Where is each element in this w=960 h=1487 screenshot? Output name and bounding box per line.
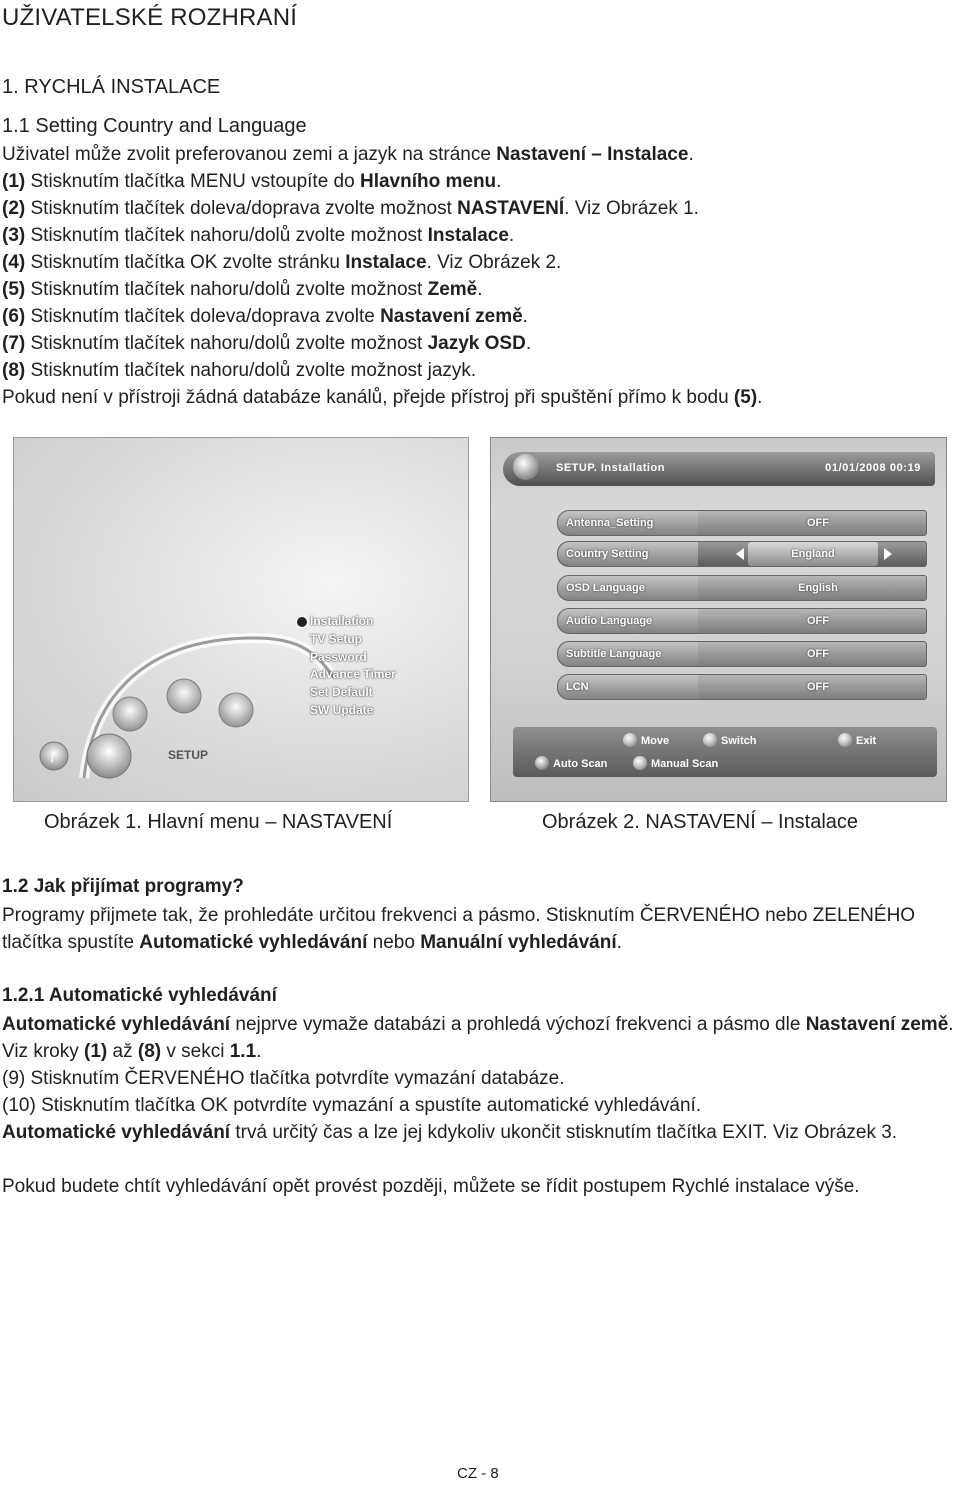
- row-value: OFF: [807, 615, 829, 627]
- figure-main-menu-setup: [13, 437, 469, 802]
- step-line: (5) Stisknutím tlačítek nahoru/dolů zvolte možnost Země.: [2, 279, 483, 300]
- paragraph-121b: (9) Stisknutím ČERVENÉHO tlačítka potvrdíte vymazání databáze.: [2, 1068, 565, 1089]
- row-label: Country Setting: [558, 542, 698, 566]
- row-label: Audio Language: [558, 609, 698, 633]
- menu-item-tv-setup[interactable]: TV Setup: [310, 631, 363, 646]
- red-button-icon: [535, 756, 549, 770]
- page-title: UŽIVATELSKÉ ROZHRANÍ: [2, 4, 298, 31]
- updown-icon: [623, 733, 637, 747]
- osd-footer: [513, 727, 937, 777]
- paragraph-12: Programy přijmete tak, že prohledáte určitou frekvenci a pásmo. Stisknutím ČERVENÉHO nebo ZELENÉHO tlačítka spustíte Automatické vyhledávání nebo Manuální vyhledávání.: [2, 905, 916, 954]
- figure-installation-screen: [490, 437, 947, 802]
- step-line: (8) Stisknutím tlačítek nahoru/dolů zvolte možnost jazyk.: [2, 360, 477, 381]
- paragraph-121c: (10) Stisknutím tlačítka OK potvrdíte vymazání a spustíte automatické vyhledávání.: [2, 1095, 702, 1116]
- footer-switch: Switch: [703, 733, 756, 747]
- row-value: OFF: [807, 681, 829, 693]
- row-value: OFF: [807, 648, 829, 660]
- subsection-heading: 1.1 Setting Country and Language: [2, 115, 307, 137]
- step-line: (3) Stisknutím tlačítek nahoru/dolů zvolte možnost Instalace.: [2, 225, 515, 246]
- subsection-heading-121: 1.2.1 Automatické vyhledávání: [2, 985, 277, 1006]
- menu-arc-graphic: [14, 438, 469, 802]
- osd-title: SETUP. Installation: [556, 462, 665, 474]
- footer-auto-scan[interactable]: Auto Scan: [535, 756, 607, 770]
- footer-move: Move: [623, 733, 669, 747]
- step-line: (6) Stisknutím tlačítek doleva/doprava zvolte Nastavení země.: [2, 306, 528, 327]
- menu-item-installation[interactable]: Installation: [310, 614, 374, 628]
- menu-item-password[interactable]: Password: [310, 649, 367, 664]
- row-label: OSD Language: [558, 576, 698, 600]
- step-line: (7) Stisknutím tlačítek nahoru/dolů zvolte možnost Jazyk OSD.: [2, 333, 532, 354]
- step-line: (4) Stisknutím tlačítka OK zvolte stránku Instalace. Viz Obrázek 2.: [2, 252, 562, 273]
- row-osd-language[interactable]: [557, 575, 927, 601]
- intro-line: Uživatel může zvolit preferovanou zemi a jazyk na stránce Nastavení – Instalace.: [2, 144, 694, 165]
- subsection-heading-12: 1.2 Jak přijímat programy?: [2, 876, 244, 897]
- footer-manual-scan[interactable]: Manual Scan: [633, 756, 718, 770]
- paragraph-121e: Pokud budete chtít vyhledávání opět provést později, můžete se řídit postupem Rychlé instalace výše.: [2, 1176, 860, 1197]
- setup-logo-icon: [513, 454, 539, 480]
- selected-bullet-icon: [296, 616, 308, 628]
- row-subtitle-language[interactable]: [557, 641, 927, 667]
- row-value: OFF: [807, 517, 829, 529]
- exit-icon: [838, 733, 852, 747]
- setup-label: SETUP: [168, 748, 209, 762]
- svg-text:i: i: [50, 749, 55, 766]
- footer-exit: Exit: [838, 733, 876, 747]
- menu-item-sw-update[interactable]: SW Update: [310, 702, 374, 717]
- figure2-caption: Obrázek 2. NASTAVENÍ – Instalace: [542, 811, 859, 833]
- row-value: England: [748, 542, 878, 566]
- arrow-left-icon[interactable]: [736, 548, 744, 560]
- osd-header: [503, 452, 935, 486]
- menu-item-advance-timer[interactable]: Advance Timer: [310, 667, 396, 682]
- step-line: (1) Stisknutím tlačítka MENU vstoupíte do Hlavního menu.: [2, 171, 502, 192]
- paragraph-121d: Automatické vyhledávání trvá určitý čas a lze jej kdykoliv ukončit stisknutím tlačítka EXIT. Viz Obrázek 3.: [2, 1122, 898, 1143]
- row-antenna-setting[interactable]: [557, 510, 927, 536]
- row-label: LCN: [558, 675, 698, 699]
- leftright-icon: [703, 733, 717, 747]
- setup-submenu: [310, 613, 396, 720]
- figure1-caption: Obrázek 1. Hlavní menu – NASTAVENÍ: [44, 811, 393, 833]
- row-label: Antenna_Setting: [558, 511, 698, 535]
- menu-item-set-default[interactable]: Set Default: [310, 685, 373, 700]
- section-heading: 1. RYCHLÁ INSTALACE: [2, 76, 221, 98]
- note-line: Pokud není v přístroji žádná databáze kanálů, přejde přístroj při spuštění přímo k bodu (5).: [2, 387, 763, 408]
- step-line: (2) Stisknutím tlačítek doleva/doprava zvolte možnost NASTAVENÍ. Viz Obrázek 1.: [2, 198, 699, 219]
- row-label: Subtitle Language: [558, 642, 698, 666]
- row-country-setting[interactable]: [557, 541, 927, 567]
- page-number: CZ - 8: [457, 1465, 499, 1482]
- green-button-icon: [633, 756, 647, 770]
- osd-datetime: 01/01/2008 00:19: [825, 462, 921, 474]
- row-lcn[interactable]: [557, 674, 927, 700]
- paragraph-121a: Automatické vyhledávání nejprve vymaže databázi a prohledá výchozí frekvenci a pásmo dle Nastavení země. Viz kroky (1) až (8) v sekci 1.1.: [2, 1014, 954, 1063]
- row-value: English: [798, 582, 838, 594]
- row-audio-language[interactable]: [557, 608, 927, 634]
- arrow-right-icon[interactable]: [884, 548, 892, 560]
